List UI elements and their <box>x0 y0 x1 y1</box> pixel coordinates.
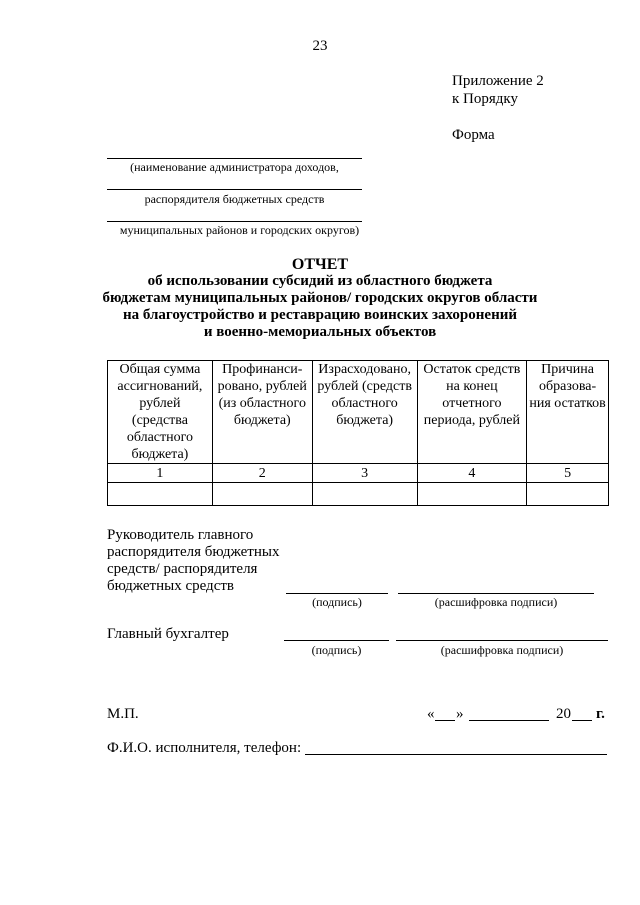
date-month-line <box>469 720 549 721</box>
table-number-row <box>108 464 609 483</box>
title-line-3: на благоустройство и реставрацию воинских захоронений <box>122 307 518 323</box>
header-financed: Профинанси-рованo, рублей (из областного бюджета) <box>212 361 312 464</box>
col-number: 3 <box>312 464 417 483</box>
head-signature-caption: (подпись) <box>312 595 362 609</box>
date-year-line <box>572 720 592 721</box>
date-year-prefix: 20 <box>556 706 571 722</box>
appendix-line-1: Приложение 2 <box>452 73 544 89</box>
accountant-signature-line <box>284 640 389 641</box>
table-header-row <box>108 361 609 464</box>
seal-label: М.П. <box>107 706 139 722</box>
title-line-1: об использовании субсидий из областного бюджета <box>147 273 493 289</box>
appendix-line-2: к Порядку <box>452 91 518 107</box>
form-label: Форма <box>452 127 495 143</box>
head-title <box>107 527 279 595</box>
head-line-1: Руководитель главного <box>107 527 254 543</box>
col-number: 4 <box>417 464 527 483</box>
title-line-2: бюджетам муниципальных районов/ городских округов области <box>102 290 538 306</box>
title-main: ОТЧЕТ <box>291 256 349 273</box>
table-cell <box>212 483 312 506</box>
head-decryption-line <box>398 593 594 594</box>
accountant-decryption-caption: (расшифровка подписи) <box>440 643 564 657</box>
budget-manager-line <box>107 189 362 190</box>
head-decryption-caption: (расшифровка подписи) <box>434 595 558 609</box>
accountant-signature-caption: (подпись) <box>311 643 362 657</box>
head-line-2: распорядителя бюджетных <box>107 544 280 560</box>
page-number: 23 <box>312 38 328 54</box>
date-close-quote: » <box>456 706 464 722</box>
executor-label: Ф.И.О. исполнителя, телефон: <box>107 740 302 756</box>
executor-line <box>305 754 607 755</box>
col-number: 5 <box>527 464 609 483</box>
budget-manager-caption: распорядителя бюджетных средств <box>144 192 325 206</box>
report-title <box>60 256 580 341</box>
head-signature-line <box>286 593 388 594</box>
admin-name-caption: (наименование администратора доходов, <box>130 160 339 174</box>
chief-accountant-label: Главный бухгалтер <box>107 626 229 642</box>
date-day-line <box>435 720 455 721</box>
accountant-decryption-line <box>396 640 608 641</box>
header-spent: Израсходовано, рублей (средств областного бюджета) <box>312 361 417 464</box>
municipal-caption: муниципальных районов и городских округов) <box>119 223 360 237</box>
header-total-allocations: Общая сумма ассигнований, рублей (средства областного бюджета) <box>108 361 213 464</box>
table-cell <box>417 483 527 506</box>
col-number: 2 <box>212 464 312 483</box>
appendix-block <box>452 72 544 108</box>
table-cell <box>527 483 609 506</box>
municipal-line <box>107 221 362 222</box>
table-cell <box>108 483 213 506</box>
head-line-3: средств/ распорядителя <box>107 561 258 577</box>
report-table <box>107 360 609 506</box>
header-balance: Остаток средств на конец отчетного периода, рублей <box>417 361 527 464</box>
table-cell <box>312 483 417 506</box>
col-number: 1 <box>108 464 213 483</box>
table-row <box>108 483 609 506</box>
admin-name-line <box>107 158 362 159</box>
header-reason: Причина образова-ния остатков <box>527 361 609 464</box>
head-line-4: бюджетных средств <box>107 578 234 594</box>
date-year-suffix: г. <box>596 706 605 722</box>
date-open-quote: « <box>427 706 435 722</box>
title-line-4: и военно-мемориальных объектов <box>203 324 437 340</box>
